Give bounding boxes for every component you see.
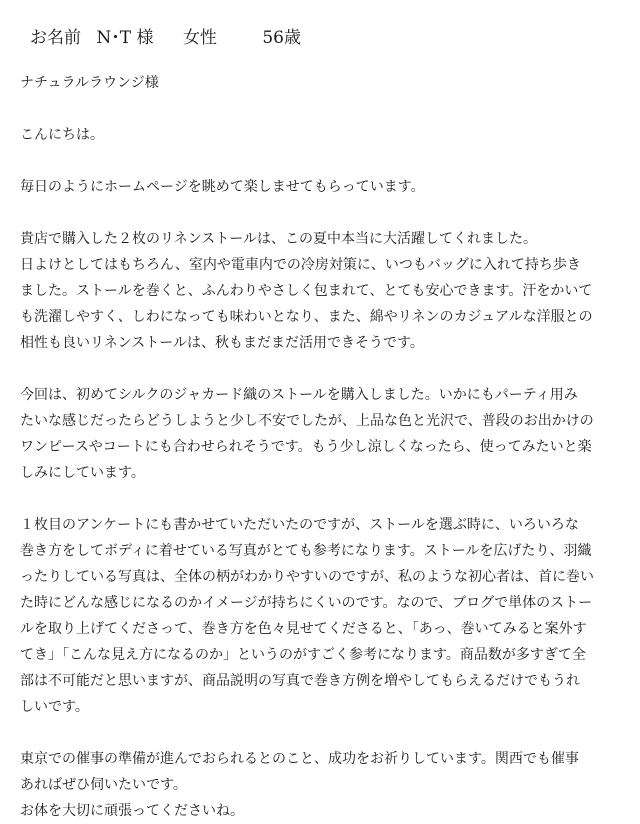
- paragraph-line: も洗濯しやすく、しわになっても味わいとなり、また、綿やリネンのカジュアルな洋服との: [20, 309, 593, 325]
- paragraph-line: 巻き方をしてボディに着せている写真がとても参考になります。ストールを広げたり、羽織: [20, 543, 592, 559]
- customer-name: N･T 様: [96, 28, 154, 48]
- paragraph-silk-stole: [20, 382, 620, 486]
- paragraph-line: しいです。: [20, 699, 89, 715]
- customer-info-header: [30, 24, 301, 52]
- paragraph-line: てき」「こんな見え方になるのか」というのがすごく参考になります。商品数が多すぎて全: [20, 647, 586, 663]
- paragraph-photo-request: [20, 512, 620, 720]
- paragraph-line: 日よけとしてはもちろん、室内や電車内での冷房対策に、いつもバッグに入れて持ち歩き: [20, 257, 581, 273]
- paragraph-linen-stole: [20, 226, 620, 356]
- paragraph-line: しみにしています。: [20, 465, 145, 481]
- paragraph-line: たいな感じだったらどうしようと少し不安でしたが、上品な色と光沢で、普段のお出かけの: [20, 413, 594, 429]
- paragraph-line: 貴店で購入した２枚のリネンストールは、この夏中本当に大活躍してくれました。: [20, 231, 538, 247]
- paragraph-line: 部は不可能だと思いますが、商品説明の写真で巻き方例を増やしてもらえるだけでもうれ: [20, 673, 580, 689]
- customer-gender: 女性: [182, 28, 217, 48]
- paragraph-line: ワンピースやコートにも合わせられそうです。もう少し涼しくなったら、使ってみたいと楽: [20, 439, 592, 455]
- paragraph-line: お体を大切に頑張ってくださいね。: [20, 803, 244, 819]
- paragraph-line: ルを取り上げてくださって、巻き方を色々見せてくださると、「あっ、巻いてみると案外す: [20, 621, 587, 637]
- paragraph-line: た時にどんな感じになるのかイメージが持ちにくいのです。なので、ブログで単体のストー: [20, 595, 593, 611]
- letter-intro: 毎日のようにホームページを眺めて楽しませてもらっています。: [20, 179, 425, 195]
- paragraph-line: ました。ストールを巻くと、ふんわりやさしく包まれて、とても安心できます。汗をかいて: [20, 283, 593, 299]
- name-label: お名前: [30, 28, 81, 48]
- paragraph-line: あればぜひ伺いたいです。: [20, 777, 187, 793]
- paragraph-line: 今回は、初めてシルクのジャカード織のストールを購入しました。いかにもパーティ用み: [20, 387, 578, 403]
- paragraph-line: ったりしている写真は、全体の柄がわかりやすいのですが、私のような初心者は、首に巻い: [20, 569, 594, 585]
- letter-body: [20, 70, 620, 824]
- paragraph-line: 相性も良いリネンストールは、秋もまだまだ活用できそうです。: [20, 335, 424, 351]
- paragraph-line: １枚目のアンケートにも書かせていただいたのですが、ストールを選ぶ時に、いろいろな: [20, 517, 579, 533]
- paragraph-line: 東京での催事の準備が進んでおられるとのこと、成功をお祈りしています。関西でも催事: [20, 751, 579, 767]
- letter-addressee: ナチュラルラウンジ様: [20, 75, 159, 91]
- letter-greeting: こんにちは。: [20, 127, 104, 143]
- paragraph-closing: [20, 746, 620, 824]
- customer-age: 56歳: [262, 28, 301, 48]
